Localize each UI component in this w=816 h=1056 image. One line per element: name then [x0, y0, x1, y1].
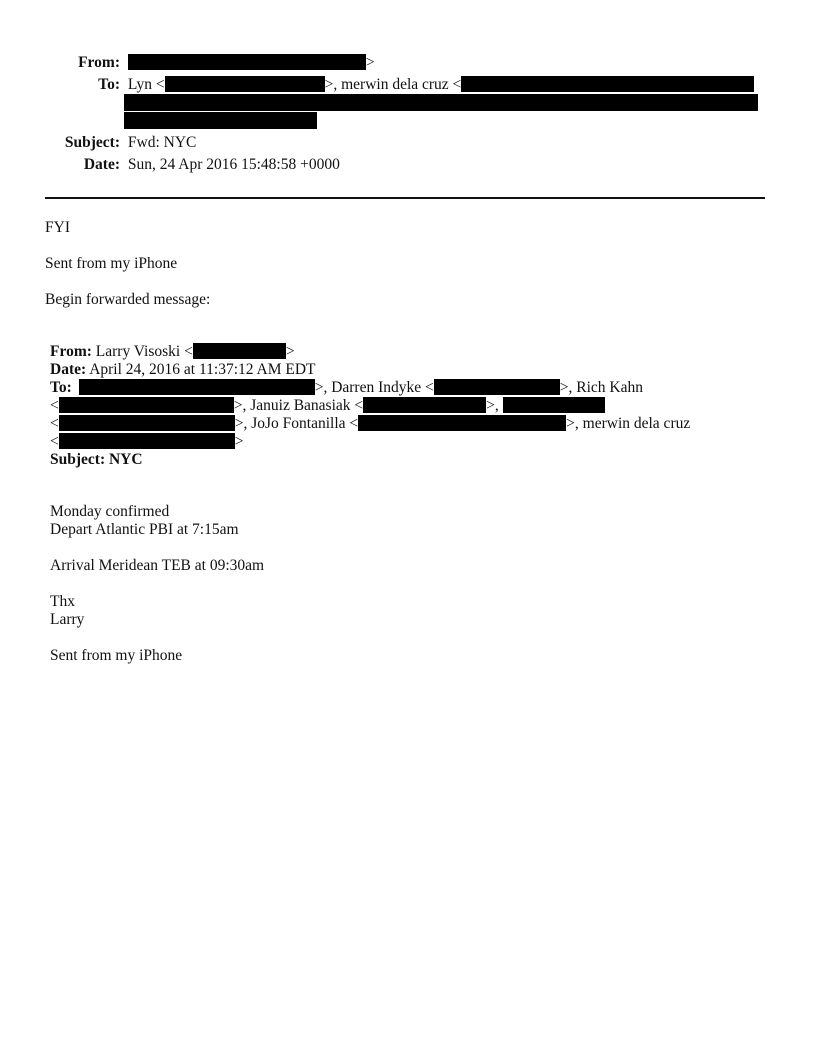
fwd-to-label: To:	[50, 379, 72, 396]
header-to-row	[45, 76, 754, 94]
fwd-to-part-5: >, JoJo Fontanilla <	[234, 415, 359, 432]
header-date-row	[45, 156, 340, 174]
redaction-block	[124, 112, 317, 129]
fwd-msg-line: Monday confirmed	[50, 503, 170, 520]
fwd-date-value: April 24, 2016 at 11:37:12 AM EDT	[89, 361, 316, 378]
fwd-to-part-4: >,	[486, 397, 503, 414]
header-divider	[45, 197, 765, 199]
fwd-to-part-1: >, Darren Indyke <	[314, 379, 434, 396]
angle-open: <	[50, 433, 59, 450]
redaction-block	[59, 415, 235, 431]
redaction-block	[358, 415, 566, 431]
redaction-block	[363, 397, 486, 413]
header-subject-value: Fwd: NYC	[127, 134, 197, 151]
header-subject-row	[45, 134, 196, 152]
redaction-block	[128, 54, 366, 70]
header-to-sep-1: >, merwin dela cruz <	[324, 76, 462, 93]
header-subject-label: Subject:	[64, 134, 120, 151]
redaction-block	[59, 433, 235, 449]
fwd-to-row-1	[50, 379, 643, 397]
header-date-label: Date:	[83, 156, 120, 173]
angle-close: >	[285, 343, 295, 360]
header-date-value: Sun, 24 Apr 2016 15:48:58 +0000	[127, 156, 340, 173]
redaction-block	[193, 343, 286, 359]
angle-close: >	[234, 433, 244, 450]
fwd-to-part-6: >, merwin dela cruz	[566, 415, 691, 432]
fwd-date-label: Date:	[50, 361, 87, 378]
redaction-block	[461, 76, 754, 92]
redaction-block	[124, 94, 758, 111]
angle-open: <	[50, 415, 59, 432]
fwd-msg-sent-from: Sent from my iPhone	[50, 647, 183, 664]
fwd-msg-line: Depart Atlantic PBI at 7:15am	[50, 521, 239, 538]
fwd-msg-line: Arrival Meridean TEB at 09:30am	[50, 557, 265, 574]
body-begin-forwarded: Begin forwarded message:	[45, 291, 211, 308]
fwd-to-row-2	[50, 397, 605, 415]
header-to-label: To:	[98, 76, 120, 93]
header-to-name-1: Lyn <	[127, 76, 165, 93]
fwd-msg-line: Thx	[50, 593, 75, 610]
fwd-subject: Subject: NYC	[50, 451, 143, 468]
redaction-block	[79, 379, 315, 395]
header-from-row	[45, 54, 375, 72]
fwd-to-part-3: >, Januiz Banasiak <	[233, 397, 364, 414]
fwd-from-label: From:	[50, 343, 92, 360]
redaction-block	[434, 379, 560, 395]
angle-open: <	[50, 397, 59, 414]
fwd-date-row	[50, 361, 316, 379]
body-sent-from: Sent from my iPhone	[45, 255, 178, 272]
header-from-label: From:	[78, 54, 120, 71]
fwd-from-row	[50, 343, 295, 361]
fwd-to-part-2: >, Rich Kahn	[559, 379, 643, 396]
fwd-to-row-3	[50, 415, 690, 433]
fwd-to-row-4	[50, 433, 244, 451]
angle-close: >	[365, 54, 375, 71]
fwd-from-value: Larry Visoski <	[95, 343, 193, 360]
redaction-block	[165, 76, 325, 92]
redaction-block	[59, 397, 234, 413]
body-fyi: FYI	[45, 219, 70, 236]
redaction-block	[503, 397, 605, 413]
fwd-msg-signature: Larry	[50, 611, 85, 628]
